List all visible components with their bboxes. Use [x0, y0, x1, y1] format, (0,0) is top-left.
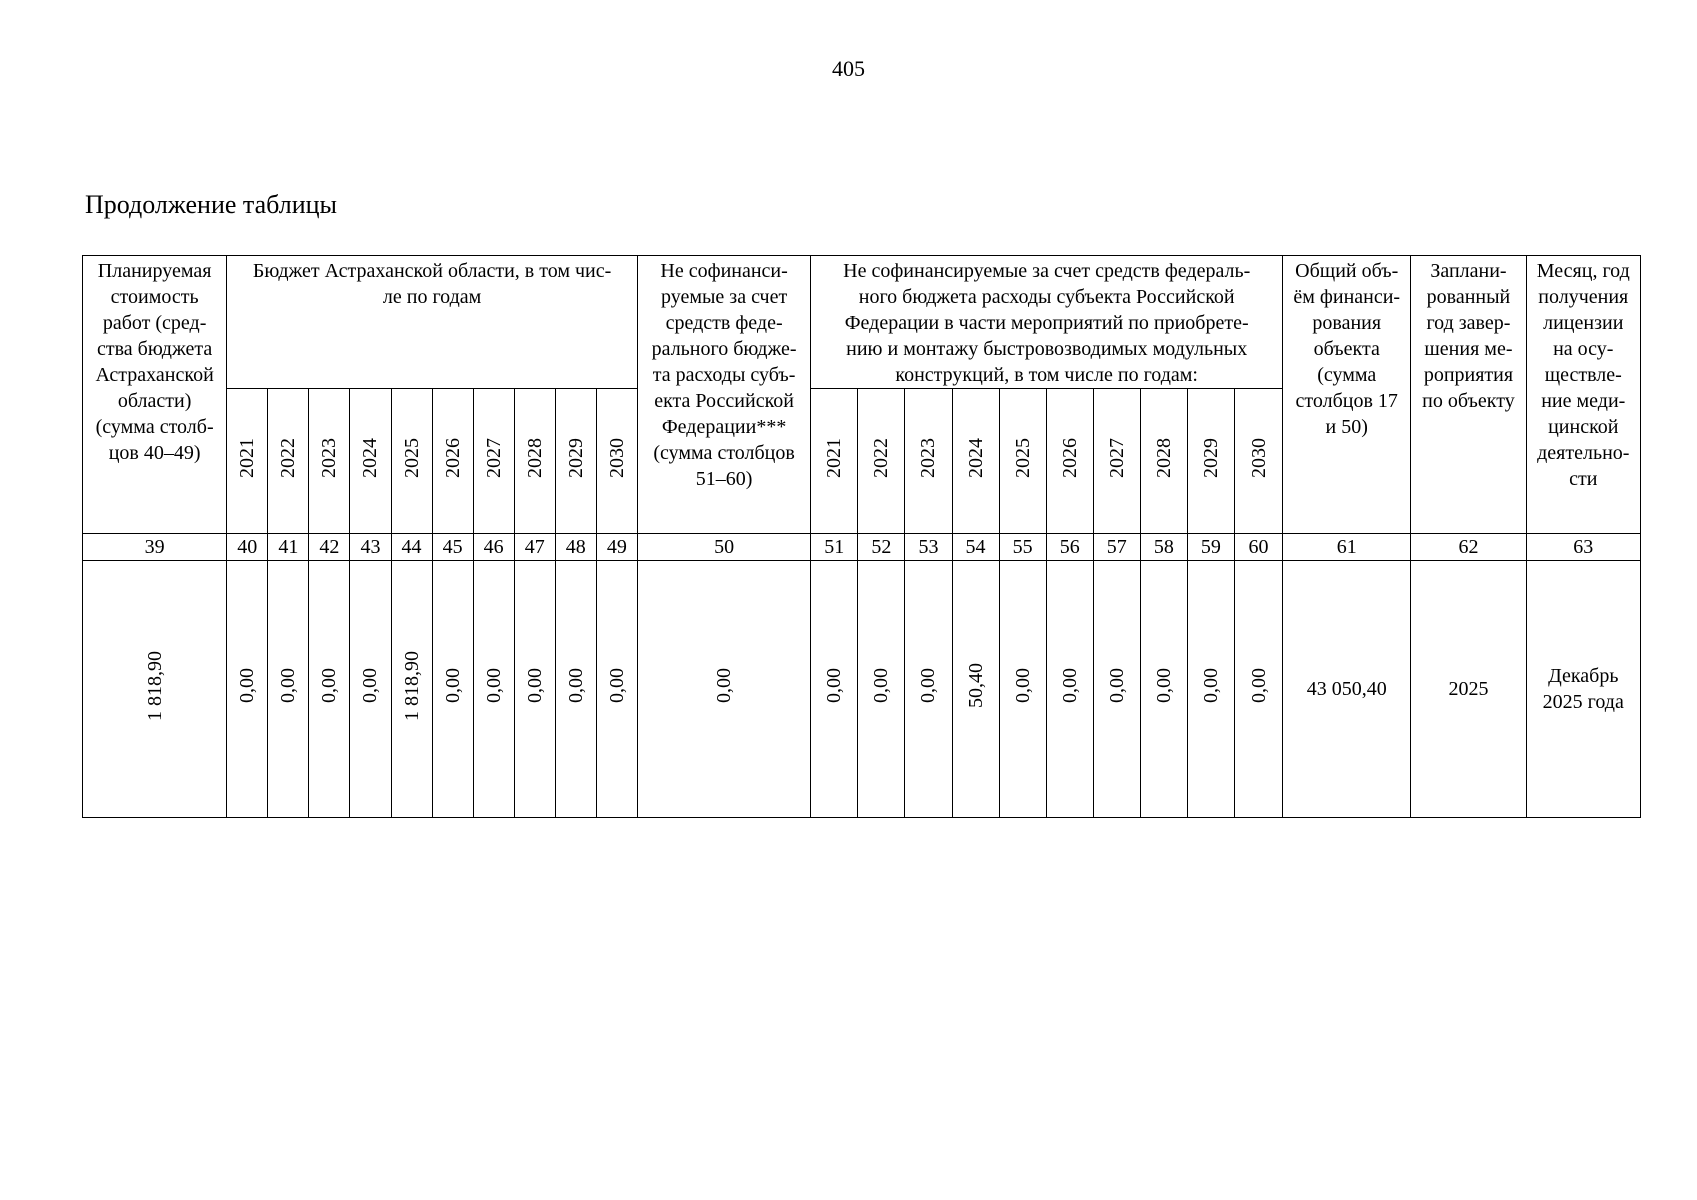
year-header-cell: 2023 [905, 389, 952, 534]
year-header-cell: 2025 [999, 389, 1046, 534]
modular-value-2023: 0,00 [905, 561, 952, 818]
column-number: 47 [514, 534, 555, 561]
year-header-cell: 2022 [858, 389, 905, 534]
column-number: 52 [858, 534, 905, 561]
regional-value-2030: 0,00 [596, 561, 637, 818]
year-header-cell: 2029 [1187, 389, 1234, 534]
table-caption: Продолжение таблицы [85, 190, 337, 219]
header-planned-year: Заплани- рованный год завер- шения ме- роприятия по объекту [1411, 256, 1526, 534]
column-number-row [83, 534, 1641, 561]
column-number: 46 [473, 534, 514, 561]
modular-value-2021: 0,00 [811, 561, 858, 818]
column-number: 62 [1411, 534, 1526, 561]
financing-table [82, 255, 1641, 818]
column-number: 42 [309, 534, 350, 561]
regional-value-2029: 0,00 [555, 561, 596, 818]
data-row [83, 561, 1641, 818]
modular-value-2022: 0,00 [858, 561, 905, 818]
regional-value-2025: 1 818,90 [391, 561, 432, 818]
year-header-cell: 2028 [514, 389, 555, 534]
regional-value-2024: 0,00 [350, 561, 391, 818]
column-number: 48 [555, 534, 596, 561]
header-regional-budget: Бюджет Астраханской области, в том чис- ле по годам [227, 256, 638, 389]
column-number: 40 [227, 534, 268, 561]
header-total-volume: Общий объ- ём финанси- рования объекта (сумма столбцов 17 и 50) [1283, 256, 1411, 534]
regional-value-2021: 0,00 [227, 561, 268, 818]
planned-cost-value: 1 818,90 [83, 561, 227, 818]
column-number: 55 [999, 534, 1046, 561]
year-header-cell: 2030 [1234, 389, 1282, 534]
column-number: 58 [1140, 534, 1187, 561]
modular-value-2025: 0,00 [999, 561, 1046, 818]
year-header-cell: 2021 [227, 389, 268, 534]
header-not-cofinanced: Не софинанси- руемые за счет средств феде- рального бюдже- та расходы субъ- екта Российской Федерации*** (сумма столбцов 51–60) [637, 256, 810, 534]
column-number: 44 [391, 534, 432, 561]
modular-value-2024: 50,40 [952, 561, 999, 818]
modular-value-2028: 0,00 [1140, 561, 1187, 818]
column-number: 59 [1187, 534, 1234, 561]
modular-value-2030: 0,00 [1234, 561, 1282, 818]
column-number: 51 [811, 534, 858, 561]
column-number: 57 [1093, 534, 1140, 561]
header-modular-constructions: Не софинансируемые за счет средств федераль- ного бюджета расходы субъекта Российской Федерации в части мероприятий по приобрете- нию и монтажу быстровозводимых модульных конструкций, в том числе по годам: [811, 256, 1283, 389]
column-number: 50 [637, 534, 810, 561]
year-header-cell: 2022 [268, 389, 309, 534]
not-cofinanced-value: 0,00 [637, 561, 810, 818]
year-header-cell: 2027 [473, 389, 514, 534]
modular-value-2026: 0,00 [1046, 561, 1093, 818]
header-license-date: Месяц, год получения лицензии на осу- ществле- ние меди- цинской деятельно- сти [1526, 256, 1640, 534]
page-number: 405 [832, 56, 865, 81]
column-number: 63 [1526, 534, 1640, 561]
regional-value-2028: 0,00 [514, 561, 555, 818]
regional-value-2026: 0,00 [432, 561, 473, 818]
column-number: 56 [1046, 534, 1093, 561]
year-header-cell: 2024 [350, 389, 391, 534]
year-header-cell: 2027 [1093, 389, 1140, 534]
column-number: 60 [1234, 534, 1282, 561]
total-volume-value: 43 050,40 [1283, 561, 1411, 818]
column-number: 43 [350, 534, 391, 561]
column-number: 54 [952, 534, 999, 561]
column-number: 61 [1283, 534, 1411, 561]
year-header-cell: 2023 [309, 389, 350, 534]
license-date-value: Декабрь 2025 года [1526, 561, 1640, 818]
column-number: 53 [905, 534, 952, 561]
year-header-cell: 2029 [555, 389, 596, 534]
year-header-cell: 2028 [1140, 389, 1187, 534]
regional-value-2027: 0,00 [473, 561, 514, 818]
column-number: 39 [83, 534, 227, 561]
column-number: 49 [596, 534, 637, 561]
regional-value-2023: 0,00 [309, 561, 350, 818]
column-number: 45 [432, 534, 473, 561]
regional-value-2022: 0,00 [268, 561, 309, 818]
year-header-cell: 2024 [952, 389, 999, 534]
column-number: 41 [268, 534, 309, 561]
year-header-cell: 2025 [391, 389, 432, 534]
year-header-cell: 2026 [432, 389, 473, 534]
modular-value-2029: 0,00 [1187, 561, 1234, 818]
year-header-cell: 2026 [1046, 389, 1093, 534]
planned-year-value: 2025 [1411, 561, 1526, 818]
header-row-top [83, 256, 1641, 389]
year-header-cell: 2021 [811, 389, 858, 534]
modular-value-2027: 0,00 [1093, 561, 1140, 818]
header-planned-cost: Планируемая стоимость работ (сред- ства бюджета Астраханской области) (сумма столб- цов 40–49) [83, 256, 227, 534]
year-header-cell: 2030 [596, 389, 637, 534]
